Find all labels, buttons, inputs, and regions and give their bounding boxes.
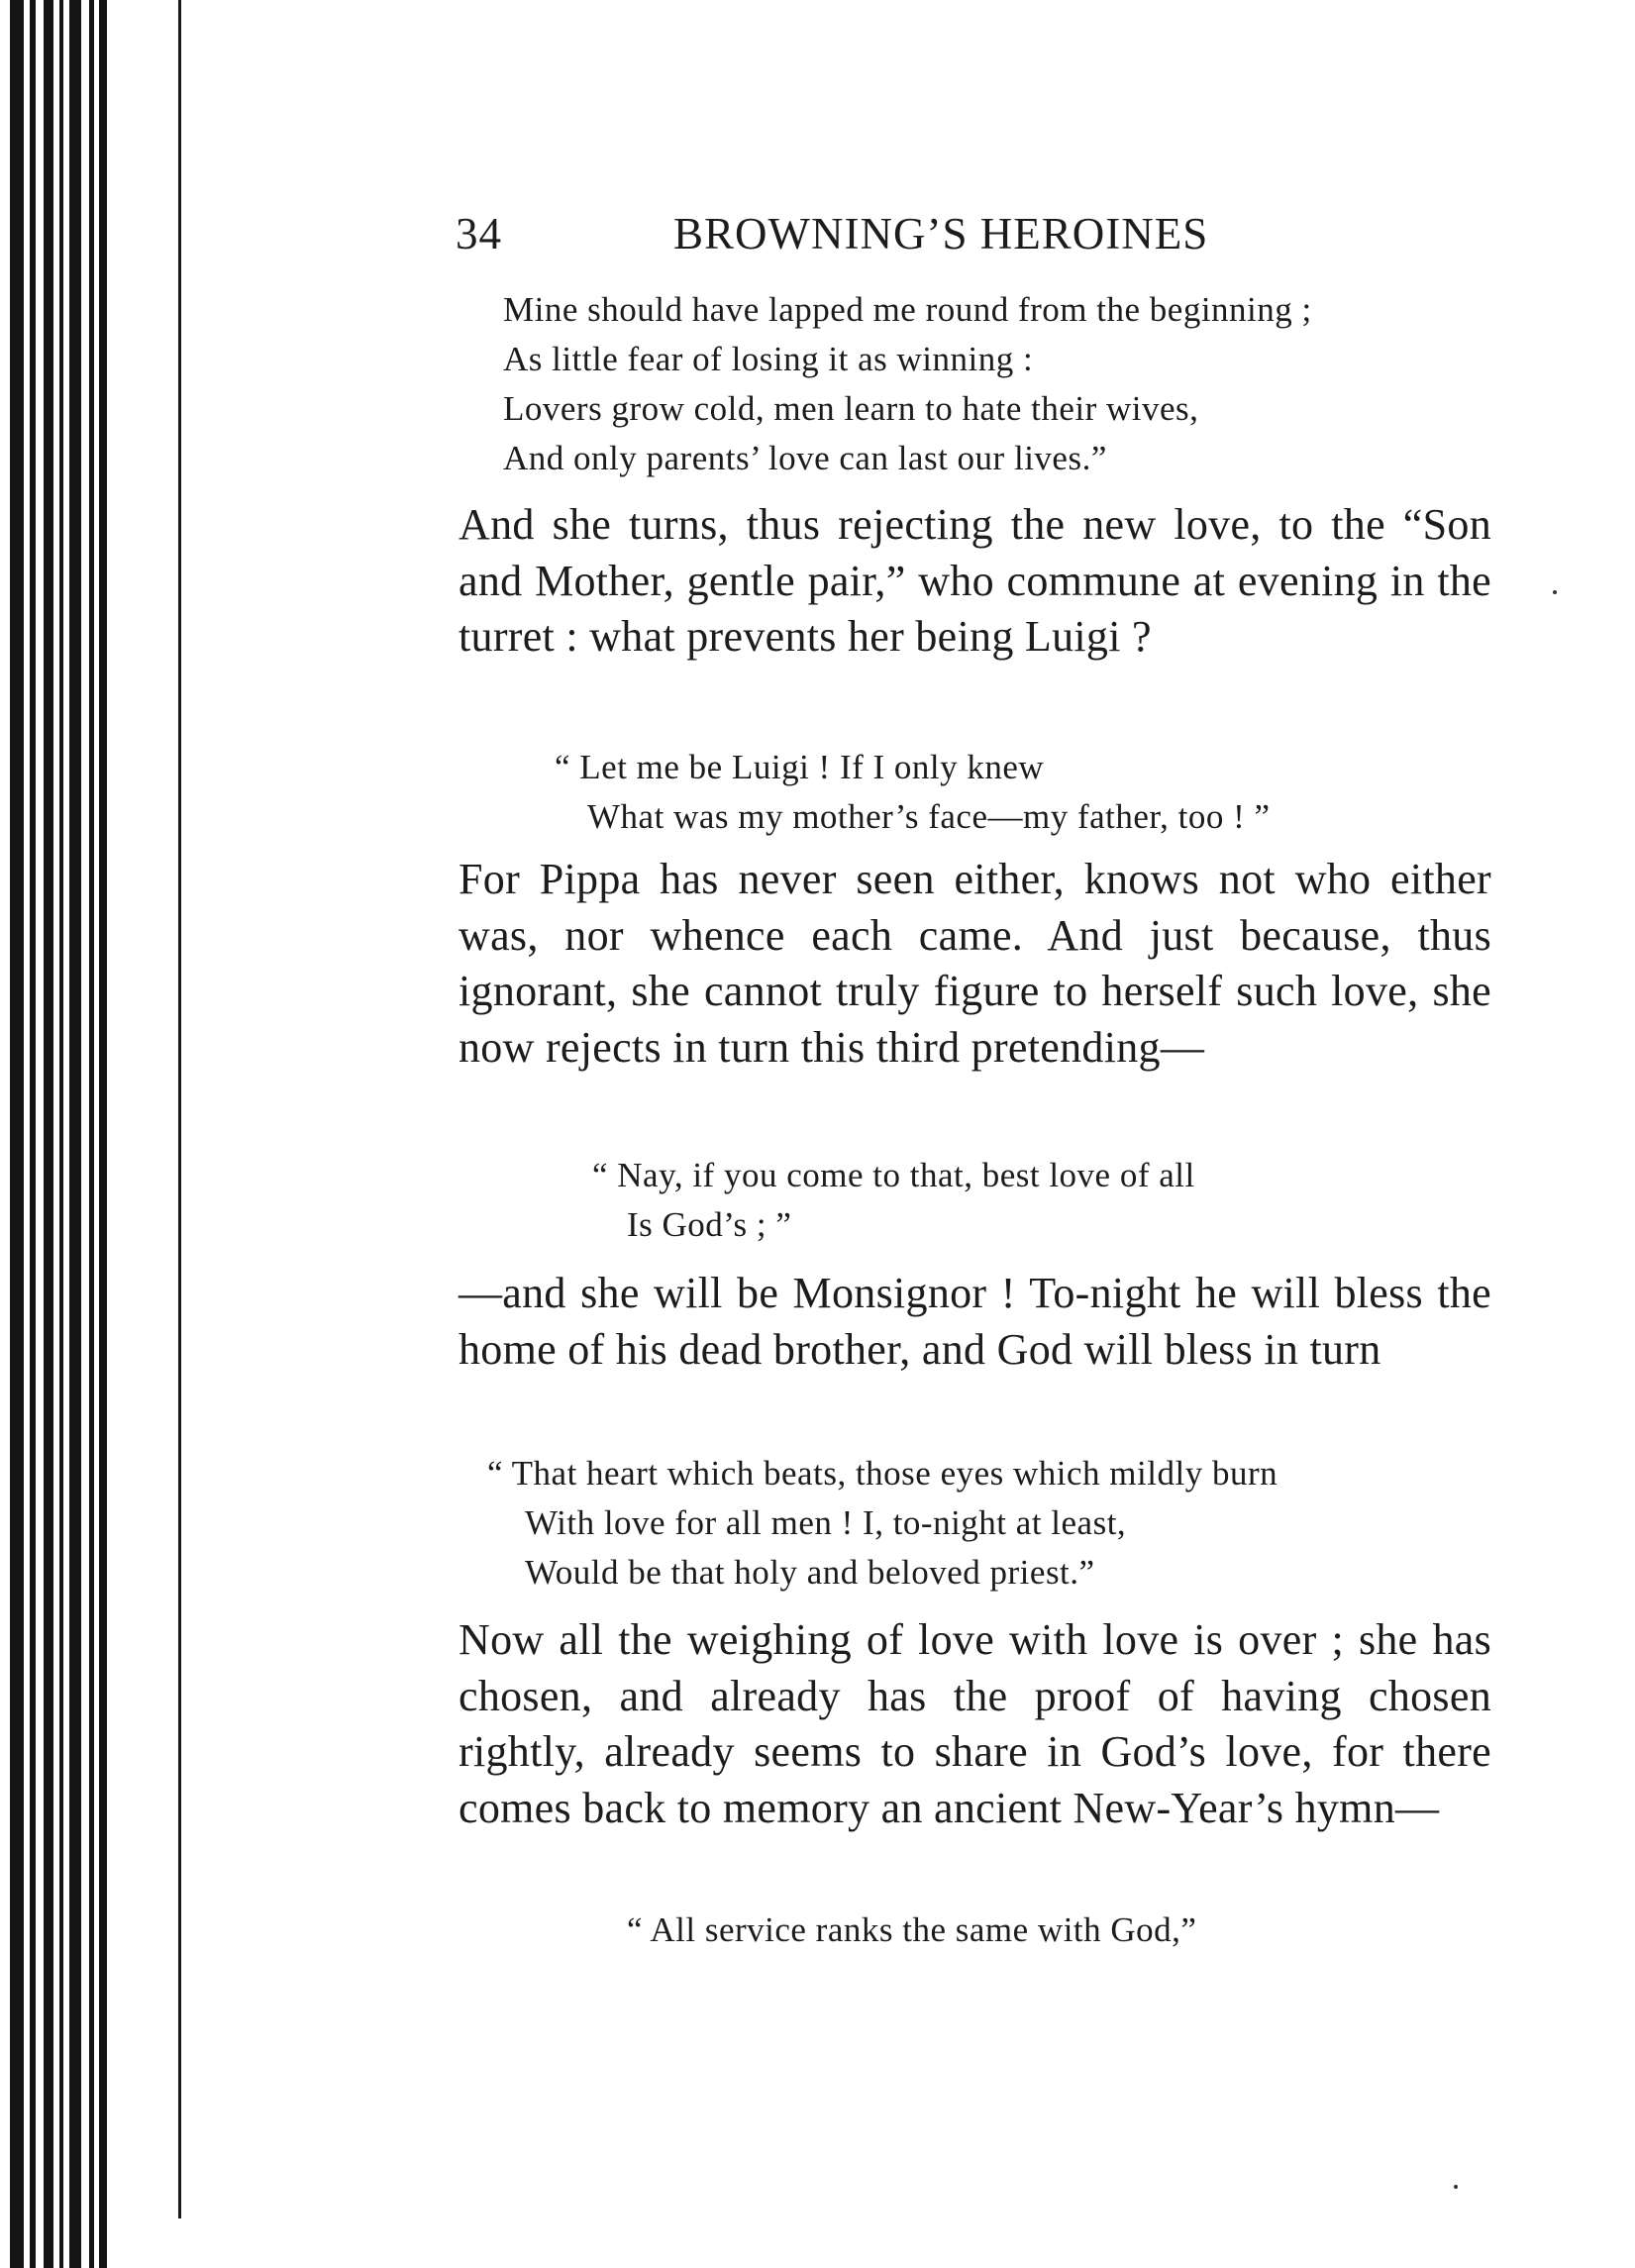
verse-line: “ Let me be Luigi ! If I only knew [555,748,1045,786]
paragraph-text: And she turns, thus rejecting the new love, to the “Son and Mother, gentle pair,” who commune at evening in the turret : what prevents her being Luigi ? [459,500,1491,661]
verse-line: What was my mother’s face—my father, too ! ” [587,797,1271,836]
paragraph-text: —and she will be Monsignor ! To-night he will bless the home of his dead brother, and God will bless in turn [459,1269,1491,1374]
verse-line: Lovers grow cold, men learn to hate their wives, [503,389,1199,428]
verse-line: “ All service ranks the same with God,” [627,1910,1197,1949]
verse-quote-3 [592,1151,1195,1250]
verse-quote-1 [503,285,1312,483]
prose-paragraph-1 [459,497,1491,666]
prose-paragraph-4 [459,1612,1491,1836]
verse-line: Mine should have lapped me round from the beginning ; [503,290,1312,329]
page-header [456,208,1495,277]
verse-line: With love for all men ! I, to-night at least, [525,1503,1127,1542]
scan-speck [1454,2185,1458,2189]
paragraph-text: Now all the weighing of love with love is over ; she has chosen, and already has the proof of having chosen rightly, already seems to share in God’s love, for there comes back to memory an ancient New-Year’s hymn— [459,1615,1491,1832]
verse-line: Would be that holy and beloved priest.” [525,1553,1095,1592]
page-edge-rule [178,0,181,2218]
verse-line: As little fear of losing it as winning : [503,340,1034,378]
verse-line: “ That heart which beats, those eyes which mildly burn [487,1454,1278,1493]
scan-speck [1553,590,1557,594]
page-number: 34 [456,209,502,258]
verse-quote-4 [487,1449,1277,1598]
verse-line: “ Nay, if you come to that, best love of all [592,1156,1195,1194]
prose-paragraph-3 [459,1266,1491,1378]
book-binding-edge [0,0,188,2268]
paragraph-text: For Pippa has never seen either, knows not who either was, nor whence each came. And just because, thus ignorant, she cannot truly figure to herself such love, she now rejects in turn this third pretending— [459,855,1491,1072]
running-title: BROWNING’S HEROINES [673,209,1209,258]
prose-paragraph-2 [459,852,1491,1076]
verse-line: Is God’s ; ” [627,1205,792,1244]
verse-quote-5 [627,1906,1196,1955]
verse-line: And only parents’ love can last our lives.” [503,439,1107,477]
verse-quote-2 [555,743,1271,842]
